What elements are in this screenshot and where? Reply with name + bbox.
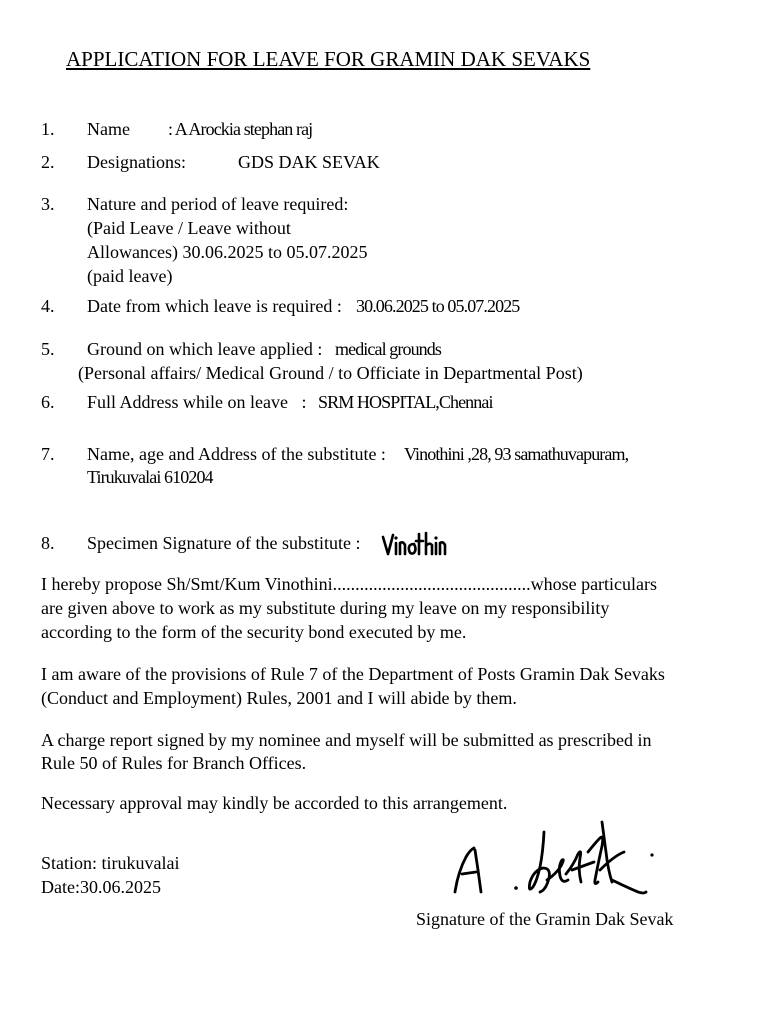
paragraph-charge-report-line-2: Rule 50 of Rules for Branch Offices. [41,753,307,773]
item-7-value: Vinothini ,28, 93 samathuvapuram, [404,444,629,464]
item-6-label: Full Address while on leave : [87,392,307,412]
item-2-label: Designations: [87,152,186,172]
paragraph-substitute-line-1: I hereby propose Sh/Smt/Kum Vinothini............................................whose particulars [41,574,658,594]
item-4-number: 4. [41,296,55,316]
item-5-label: Ground on which leave applied : [87,339,323,359]
item-1-label: Name [87,119,130,139]
item-5-value: medical grounds [335,339,441,359]
item-3-number: 3. [41,194,55,214]
item-7-number: 7. [41,444,55,464]
date: Date:30.06.2025 [41,877,161,897]
item-3-line-3: Allowances) 30.06.2025 to 05.07.2025 [87,242,368,262]
item-8-number: 8. [41,533,55,553]
item-3-line-1: Nature and period of leave required: [87,194,349,214]
signature-caption: Signature of the Gramin Dak Sevak [416,909,674,929]
page-title: APPLICATION FOR LEAVE FOR GRAMIN DAK SEVAKS [66,47,591,71]
item-2-number: 2. [41,152,55,172]
item-3-line-2: (Paid Leave / Leave without [87,218,291,238]
substitute-signature [381,529,447,559]
paragraph-rules-line-1: I am aware of the provisions of Rule 7 of the Department of Posts Gramin Dak Sevaks [41,664,665,684]
item-6-number: 6. [41,392,55,412]
item-7-line-2: Tirukuvalai 610204 [87,467,213,487]
item-4-label: Date from which leave is required : [87,296,342,316]
paragraph-approval: Necessary approval may kindly be accorded to this arrangement. [41,793,508,813]
item-8-label: Specimen Signature of the substitute : [87,533,361,553]
paragraph-rules-line-2: (Conduct and Employment) Rules, 2001 and I will abide by them. [41,688,517,708]
item-2-value: GDS DAK SEVAK [238,152,380,172]
paragraph-charge-report-line-1: A charge report signed by my nominee and myself will be submitted as prescribed in [41,730,652,750]
item-4-value: 30.06.2025 to 05.07.2025 [356,296,520,316]
item-5-note: (Personal affairs/ Medical Ground / to Officiate in Departmental Post) [78,363,583,383]
station: Station: tirukuvalai [41,853,180,873]
item-1-number: 1. [41,119,55,139]
paragraph-substitute-line-2: are given above to work as my substitute during my leave on my responsibility [41,598,610,618]
item-3-line-4: (paid leave) [87,266,173,286]
paragraph-substitute-line-3: according to the form of the security bond executed by me. [41,622,467,642]
item-5-number: 5. [41,339,55,359]
item-1-value: : A Arockia stephan raj [168,119,313,139]
item-7-label: Name, age and Address of the substitute : [87,444,386,464]
applicant-signature [448,812,660,902]
item-6-value: SRM HOSPITAL,Chennai [318,392,493,412]
